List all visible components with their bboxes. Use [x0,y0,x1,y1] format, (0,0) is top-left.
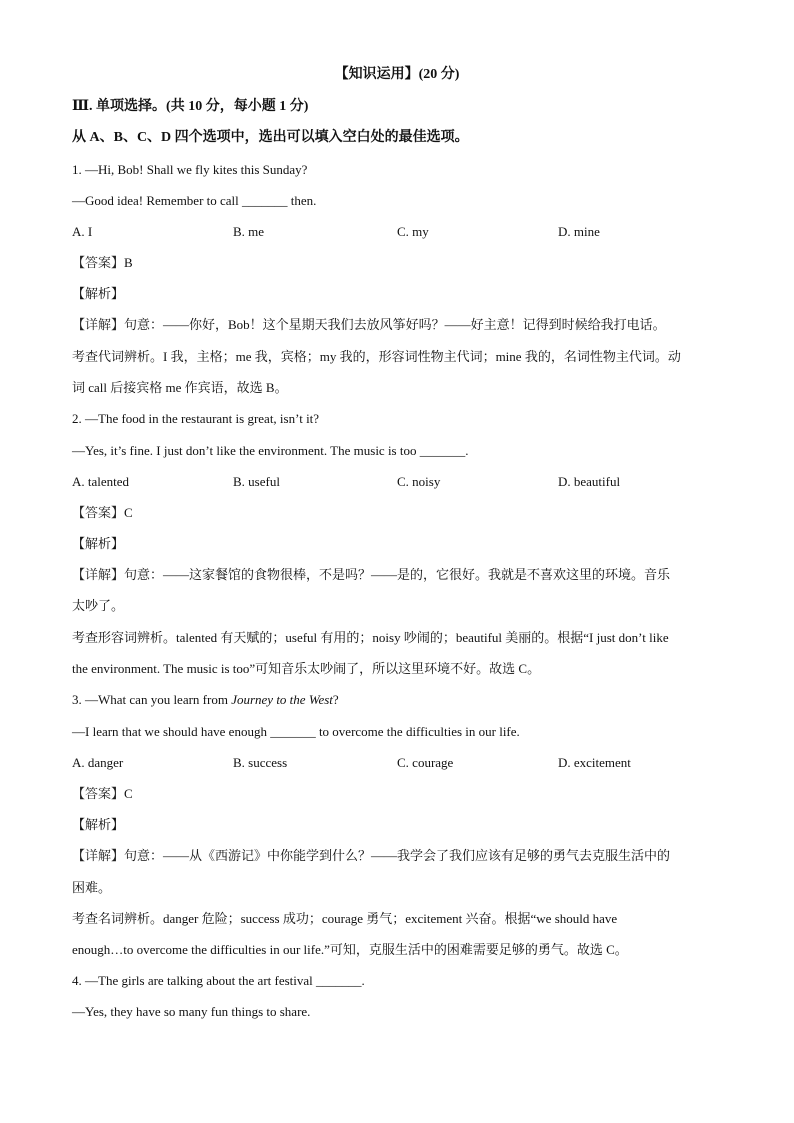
q3-prompt-prefix: 3. —What can you learn from [72,692,232,707]
q2-option-d: D. beautiful [558,474,621,489]
q3-option-d: D. excitement [558,755,631,770]
q1-option-a: A. I [72,224,93,239]
q3-answer: C [124,786,133,801]
answer-label: 【答案】 [72,786,125,801]
q1-response: —Good idea! Remember to call _______ then. [72,193,317,208]
detail-label: 【详解】 [72,848,125,863]
q2-detail-1: 句意：——这家餐馆的食物很棒，不是吗？——是的，它很好。我就是不喜欢这里的环境。音乐 [124,567,671,582]
q3-option-b: B. success [233,755,288,770]
q3-prompt [72,691,722,709]
q3-answer-line [72,785,722,803]
q3-detail-2: 困难。 [72,880,112,895]
q3-detail-line [72,847,722,865]
q1-explain-2: 词 call 后接宾格 me 作宾语，故选 B。 [72,380,288,395]
q1-option-d: D. mine [558,224,600,239]
q2-response: —Yes, it’s fine. I just don’t like the environment. The music is too _______. [72,443,469,458]
answer-label: 【答案】 [72,255,125,270]
q1-answer-line [72,254,722,272]
q2-answer-line [72,504,722,522]
q2-option-c: C. noisy [397,474,441,489]
part-heading: Ⅲ. 单项选择。(共 10 分，每小题 1 分) [72,99,309,114]
q2-explain-2: the environment. The music is too”可知音乐太吵闹了，所以这里环境不好。故选 C。 [72,661,541,676]
q2-option-a: A. talented [72,474,130,489]
q3-response: —I learn that we should have enough _______ to overcome the difficulties in our life. [72,724,520,739]
q1-option-c: C. my [397,224,429,239]
q2-explain-1: 考查形容词辨析。talented 有天赋的；useful 有用的；noisy 吵闹的；beautiful 美丽的。根据“I just don’t like [72,630,669,645]
q3-prompt-suffix: ? [332,692,339,707]
q3-option-a: A. danger [72,755,124,770]
q2-option-b: B. useful [233,474,280,489]
q3-detail-1: 句意：——从《西游记》中你能学到什么？——我学会了我们应该有足够的勇气去克服生活中的 [124,848,671,863]
q3-explain-2: enough…to overcome the difficulties in our life.”可知，克服生活中的困难需要足够的勇气。故选 C。 [72,942,628,957]
q3-option-c: C. courage [397,755,454,770]
q1-detail-line [72,316,722,334]
q1-analysis-label: 【解析】 [72,286,125,301]
q2-analysis-label: 【解析】 [72,536,125,551]
section-title: 【知识运用】(20 分) [334,67,460,82]
answer-label: 【答案】 [72,505,125,520]
detail-label: 【详解】 [72,317,125,332]
q2-prompt: 2. —The food in the restaurant is great, isn’t it? [72,411,320,426]
q4-response: —Yes, they have so many fun things to share. [72,1004,311,1019]
q2-detail-2: 太吵了。 [72,598,125,613]
q1-detail: 句意：——你好，Bob！这个星期天我们去放风筝好吗？——好主意！记得到时候给我打电话。 [124,317,666,332]
q1-answer: B [124,255,133,270]
q1-explain-1: 考查代词辨析。I 我，主格；me 我，宾格；my 我的，形容词性物主代词；mine 我的，名词性物主代词。动 [72,349,681,364]
q3-book-title: Journey to the West [231,692,333,707]
q1-option-b: B. me [233,224,265,239]
instruction: 从 A、B、C、D 四个选项中，选出可以填入空白处的最佳选项。 [72,130,469,145]
q3-analysis-label: 【解析】 [72,817,125,832]
q1-prompt: 1. —Hi, Bob! Shall we fly kites this Sunday? [72,162,308,177]
detail-label: 【详解】 [72,567,125,582]
q4-prompt: 4. —The girls are talking about the art festival _______. [72,973,365,988]
q2-answer: C [124,505,133,520]
q3-explain-1: 考查名词辨析。danger 危险；success 成功；courage 勇气；excitement 兴奋。根据“we should have [72,911,618,926]
q2-detail-line [72,566,722,584]
